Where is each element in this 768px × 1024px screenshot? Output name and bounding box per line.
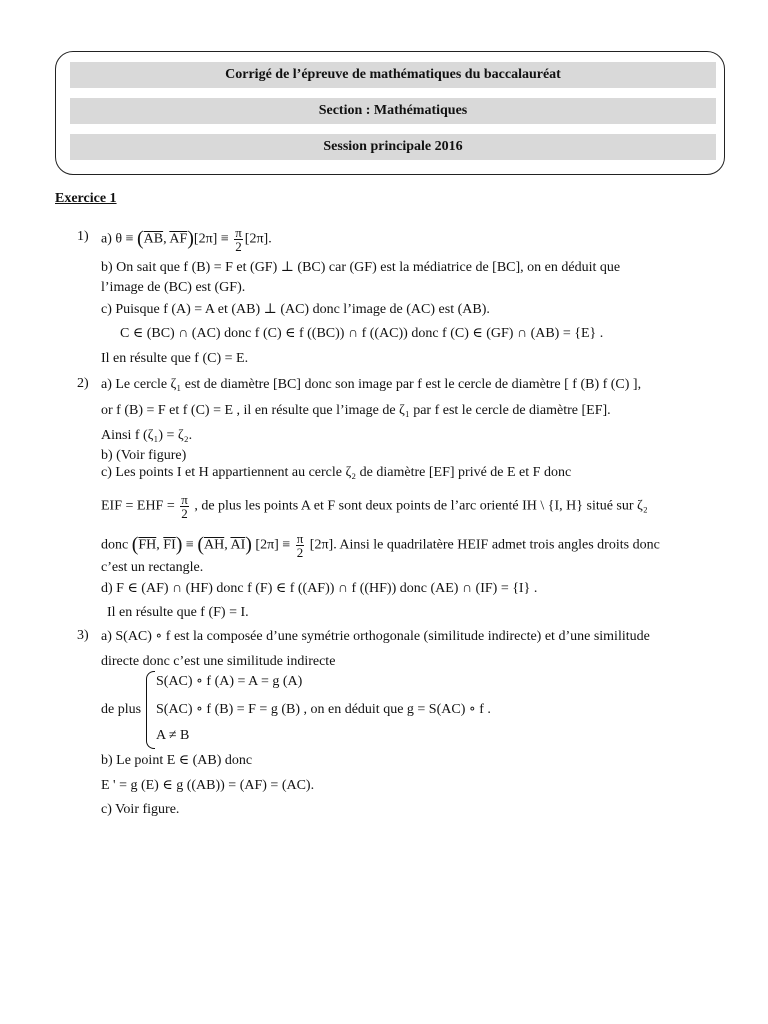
header-session: Session principale 2016 bbox=[70, 134, 716, 160]
q2-part-b: b) (Voir figure) bbox=[101, 448, 187, 463]
header-title: Corrigé de l’épreuve de mathématiques du baccalauréat bbox=[70, 62, 716, 88]
q1-part-c-line1: c) Puisque f (A) = A et (AB) ⊥ (AC) donc l’image de (AC) est (AB). bbox=[101, 302, 490, 317]
question-number-2: 2) bbox=[77, 376, 89, 391]
header-box bbox=[55, 51, 725, 175]
q3-system-line1: S(AC) ∘ f (A) = A = g (A) bbox=[156, 674, 303, 689]
q2-part-c-line3: donc ($\overline{FH}$, $\overline{FI}) \equiv (\overline{AH}$, $\overline{AI}$) [2π] ≡ $\frac{\pi}{2}$ [2π]. Ainsi le quadrilatère HEIF admet trois angles droits donc bbox=[101, 531, 660, 560]
q2-part-a-line3: Ainsi f (ζ₁) = ζ₂. bbox=[101, 428, 193, 443]
q1-part-c-line2: C ∈ (BC) ∩ (AC) donc f (C) ∈ f ((BC)) ∩ f ((AC)) donc f (C) ∈ (GF) ∩ (AB) = {E} . bbox=[120, 326, 604, 341]
q2-part-a-line1: a) Le cercle ζ₁ est de diamètre [BC] donc son image par f est le cercle de diamètre [ f (B) f (C) ], bbox=[101, 377, 642, 392]
system-brace bbox=[146, 671, 155, 749]
q3-part-a-line1: a) S(AC) ∘ f est la composée d’une symétrie orthogonale (similitude indirecte) et d’une similitude bbox=[101, 629, 650, 644]
question-number-3: 3) bbox=[77, 628, 89, 643]
q1-part-c-line3: Il en résulte que f (C) = E. bbox=[101, 351, 249, 366]
q2-part-d: d) F ∈ (AF) ∩ (HF) donc f (F) ∈ f ((AF)) ∩ f ((HF)) donc (AE) ∩ (IF) = {I} . bbox=[101, 581, 538, 596]
q3-part-c: c) Voir figure. bbox=[101, 802, 180, 817]
q3-system-line3: A ≠ B bbox=[156, 728, 190, 743]
q3-part-b-line2: E ' = g (E) ∈ g ((AB)) = (AF) = (AC). bbox=[101, 778, 315, 793]
q2-part-a-line2: or f (B) = F et f (C) = E , il en résulte que l’image de ζ₁ par f est le cercle de diamètre [EF]. bbox=[101, 403, 611, 418]
q1-part-a: a) $\theta \equiv (\overline{AB}$, $\overline{AF})[2\pi]$ ≡ $\frac{\pi}{2}$ [2π]. bbox=[101, 225, 272, 254]
q3-system-line2: S(AC) ∘ f (B) = F = g (B) , on en déduit que g = S(AC) ∘ f . bbox=[156, 702, 491, 717]
q1-part-b-line1: b) On sait que f (B) = F et (GF) ⊥ (BC) car (GF) est la médiatrice de [BC], on en déduit que bbox=[101, 260, 621, 275]
q2-part-c-line4: c’est un rectangle. bbox=[101, 560, 204, 575]
q3-part-a-line2: directe donc c’est une similitude indirecte bbox=[101, 654, 336, 669]
question-number-1: 1) bbox=[77, 229, 89, 244]
q2-part-d-line2: Il en résulte que f (F) = I. bbox=[107, 605, 249, 620]
q2-part-c-line2: EIF = EHF = $\frac{\pi}{2}$ , de plus les points A et F sont deux points de l’arc orienté IH \ {I, H} situé sur ζ₂ bbox=[101, 492, 648, 521]
q3-part-b-line1: b) Le point E ∈ (AB) donc bbox=[101, 753, 253, 768]
header-section: Section : Mathématiques bbox=[70, 98, 716, 124]
q1-part-b-line2: l’image de (BC) est (GF). bbox=[101, 280, 246, 295]
q2-part-c-line1: c) Les points I et H appartiennent au cercle ζ₂ de diamètre [EF] privé de E et F donc bbox=[101, 465, 572, 480]
q3-system-prefix: de plus bbox=[101, 702, 142, 717]
exercise-title: Exercice 1 bbox=[55, 191, 117, 206]
